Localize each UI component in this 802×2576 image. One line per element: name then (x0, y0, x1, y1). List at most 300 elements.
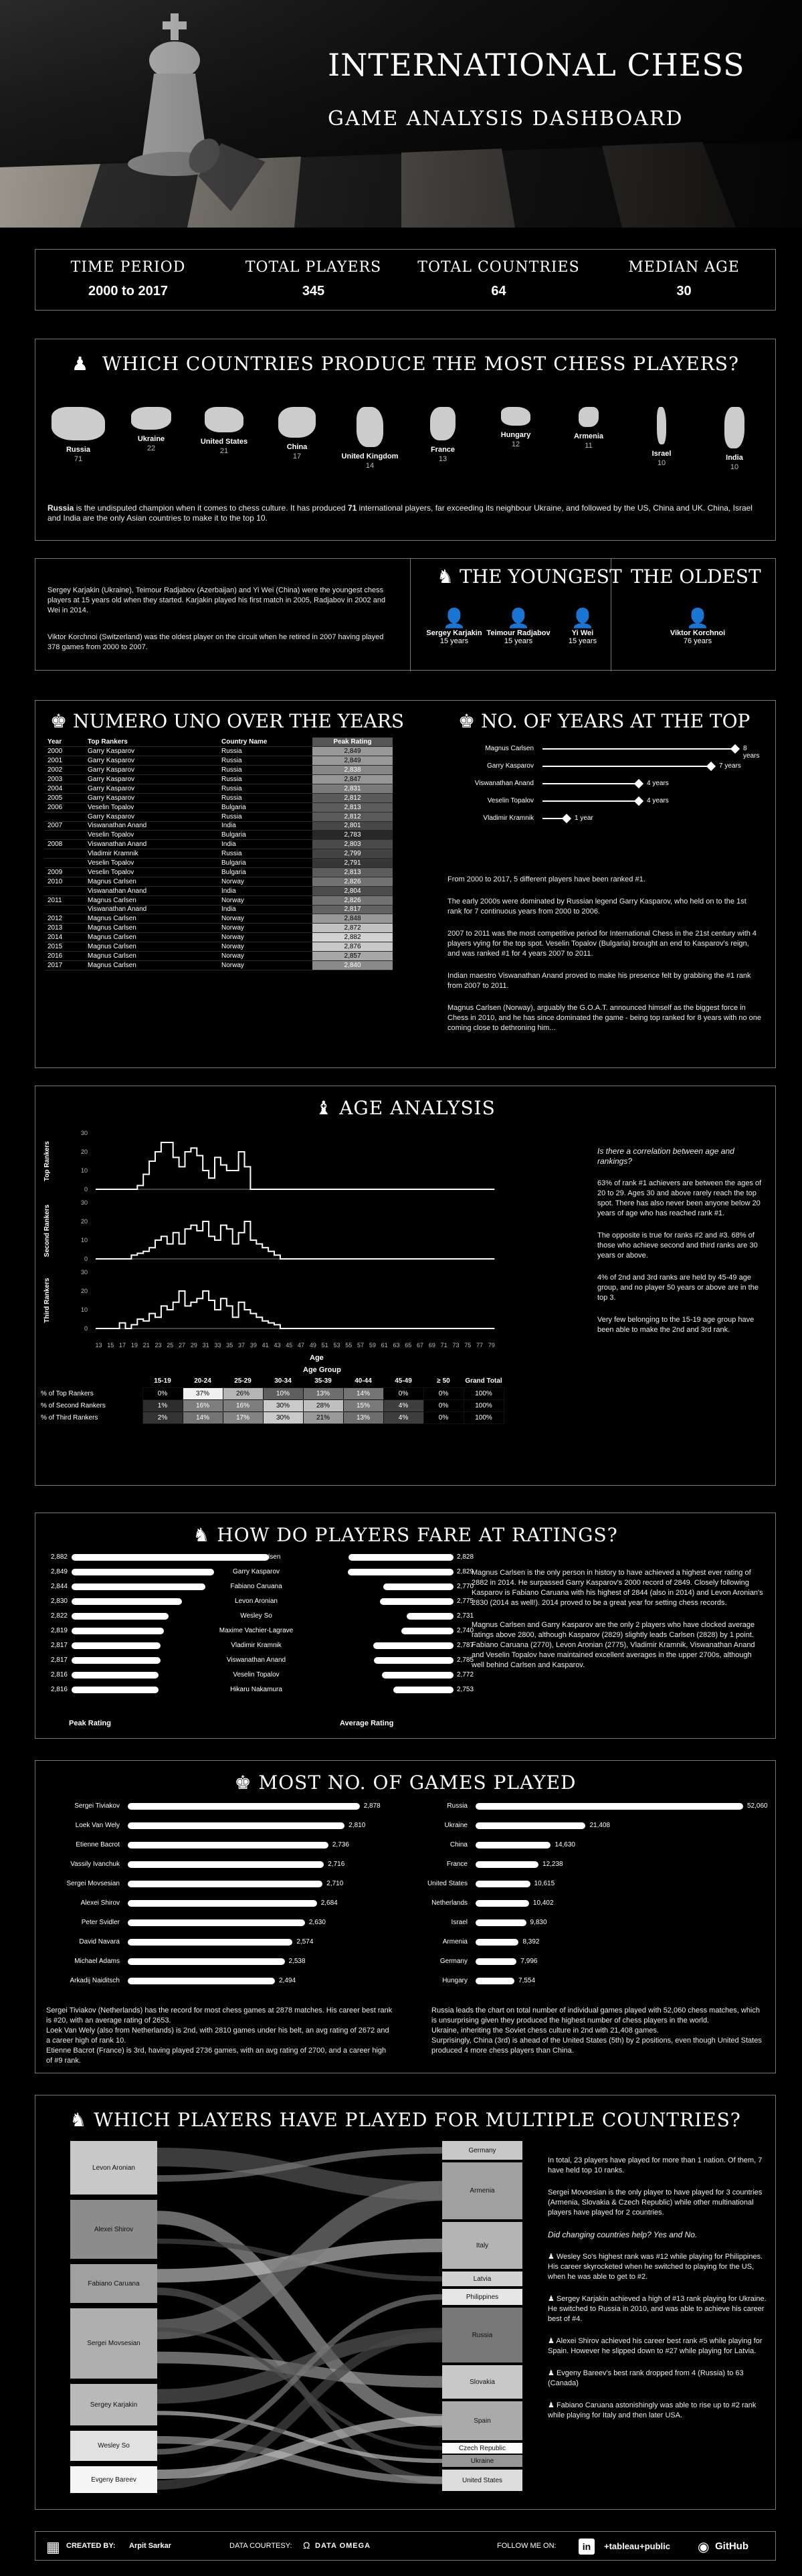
y-tick-label: 30 (80, 1269, 88, 1276)
age-series-line (96, 1221, 494, 1259)
table-cell: 4% (383, 1411, 423, 1424)
games-value: 7,554 (518, 1977, 536, 1984)
peak-bar (72, 1672, 159, 1679)
table-row (45, 747, 393, 756)
games-value: 2,736 (332, 1841, 349, 1849)
player-age: 15 years (568, 637, 597, 645)
sankey-country-node[interactable]: Germany (442, 2141, 522, 2160)
games-label: Etienne Bacrot (76, 1841, 120, 1849)
table-cell: Garry Kasparov (85, 812, 219, 821)
table-cell: Norway (219, 951, 312, 960)
age-para: The opposite is true for ranks #2 and #3. 68% of those who achieve second and third ranks are 30 years or above. (597, 1231, 758, 1260)
sankey-country-node[interactable]: Philippines (442, 2289, 522, 2305)
x-tick-label: 57 (357, 1342, 365, 1349)
sankey-player-node[interactable]: Sergey Karjakin (70, 2384, 157, 2425)
country-map-icon (724, 407, 744, 448)
ratings-para: Magnus Carlsen and Garry Kasparov are the only 2 players who have clocked average ratings above 2800, although Kasparov (2829) slightly leads Carlsen (2828) by 1 point. (472, 1621, 755, 1639)
table-cell: 0% (423, 1387, 464, 1399)
sankey-player-node[interactable]: Alexei Shirov (70, 2200, 157, 2259)
games-label: Armenia (442, 1938, 468, 1946)
table-cell: Viswanathan Anand (85, 886, 219, 895)
table-cell: Magnus Carlsen (85, 942, 219, 952)
country-count: 17 (292, 452, 302, 460)
games-label: Israel (451, 1919, 468, 1926)
y-tick-label: 0 (84, 1325, 88, 1332)
avg-bar (373, 1642, 454, 1649)
x-tick-label: 51 (321, 1342, 328, 1349)
country-item[interactable] (408, 403, 478, 483)
oldest-player-name: Viktor Korchnoi (670, 629, 726, 637)
games-bar (128, 1939, 292, 1946)
table-cell: Viswanathan Anand (85, 840, 219, 849)
games-value: 14,630 (555, 1841, 575, 1849)
peak-value: 2,844 (50, 1583, 68, 1590)
table-cell: 0% (423, 1411, 464, 1424)
avg-bar (348, 1554, 454, 1561)
games-label: Alexei Shirov (80, 1899, 120, 1907)
table-cell: Russia (219, 812, 312, 821)
country-map-icon (579, 407, 599, 427)
y-tick-label: 10 (80, 1306, 88, 1313)
table-cell: 2,838 (312, 766, 393, 775)
table-cell: 26% (223, 1387, 263, 1399)
age-series-line (96, 1142, 494, 1189)
sankey-country-node[interactable]: United States (442, 2470, 522, 2491)
age-title-text: AGE ANALYSIS (339, 1097, 496, 1119)
table-cell: Russia (219, 775, 312, 784)
note-part: 71 (347, 503, 357, 513)
player-name: Viswanathan Anand (226, 1656, 286, 1664)
games-value: 2,684 (320, 1899, 338, 1907)
knight-icon: ♞ (437, 566, 454, 588)
sankey-country-node[interactable]: Spain (442, 2401, 522, 2440)
games-label: Germany (439, 1958, 468, 1965)
country-item[interactable] (481, 403, 550, 483)
years-value: 7 years (719, 762, 741, 770)
x-tick-label: 63 (393, 1342, 400, 1349)
table-cell: 2003 (45, 775, 85, 784)
table-cell: 2,801 (312, 821, 393, 831)
column-header: Grand Total (465, 1377, 502, 1385)
sankey-player-node[interactable]: Fabiano Caruana (70, 2264, 157, 2303)
table-row (45, 867, 393, 877)
multi-country-panel (35, 2095, 776, 2510)
peak-value: 2,817 (50, 1642, 68, 1649)
ratings-text (472, 1568, 766, 1670)
country-map-icon (278, 407, 316, 438)
table-cell: 2014 (45, 933, 85, 942)
table-cell: 2,799 (312, 849, 393, 859)
years-player-name: Garry Kasparov (486, 762, 534, 770)
avg-bar (393, 1687, 454, 1693)
table-cell: 2% (142, 1411, 183, 1424)
column-header: 25-29 (234, 1377, 252, 1385)
follow-label: FOLLOW ME ON: (497, 2542, 557, 2550)
peak-rating-label: Peak Rating (69, 1719, 111, 1727)
kpi-label: TOTAL COUNTRIES (417, 259, 580, 276)
years-value: 8 years (743, 745, 760, 760)
table-cell (45, 812, 85, 821)
x-tick-label: 23 (155, 1342, 162, 1349)
table-cell: Veselin Topalov (85, 867, 219, 877)
table-cell: 2,840 (312, 960, 393, 970)
peak-value: 2,849 (50, 1568, 68, 1575)
years-top-title (458, 710, 750, 732)
x-tick-label: 39 (249, 1342, 257, 1349)
knight-icon: ♞ (70, 2109, 88, 2131)
games-value: 10,615 (534, 1880, 555, 1887)
player-name: Fabiano Caruana (230, 1583, 282, 1590)
x-tick-label: 47 (298, 1342, 305, 1349)
table-cell: Russia (219, 793, 312, 802)
games-bar (128, 1958, 285, 1965)
years-marker (634, 796, 643, 806)
table-cell: 2,876 (312, 942, 393, 952)
country-item[interactable] (700, 403, 769, 483)
y-tick-label: 20 (80, 1148, 88, 1155)
table-cell: 30% (263, 1411, 303, 1424)
games-countries-text (431, 2006, 766, 2056)
x-tick-label: 31 (202, 1342, 209, 1349)
github-link[interactable]: GitHub (715, 2541, 748, 2552)
rankers-table (45, 738, 393, 970)
sankey-country-node[interactable]: Slovakia (442, 2365, 522, 2399)
table-cell: 2,813 (312, 867, 393, 877)
table-cell: 2017 (45, 960, 85, 970)
sankey-country-node[interactable]: Russia (442, 2308, 522, 2363)
country-count: 10 (730, 463, 739, 471)
table-cell: Russia (219, 756, 312, 766)
sankey-country-node[interactable]: Italy (442, 2222, 522, 2269)
multi-bullet (548, 2401, 769, 2421)
country-count: 11 (585, 442, 593, 450)
table-cell: 0% (423, 1399, 464, 1411)
games-players-text (46, 2006, 394, 2066)
games-para: Ukraine, inheriting the Soviet chess culture in 2nd with 21,408 games. (431, 2027, 659, 2035)
table-cell: Magnus Carlsen (85, 933, 219, 942)
age-para: Very few belonging to the 15-19 age group have been able to make the 2nd and 3rd rank. (597, 1316, 755, 1334)
player-name: Wesley So (240, 1612, 272, 1620)
games-bar (476, 1881, 530, 1887)
games-title-text: MOST NO. OF GAMES PLAYED (258, 1772, 577, 1794)
age-group-table (35, 1375, 504, 1424)
years-para: Magnus Carlsen (Norway), arguably the G.O.A.T. announced himself as the biggest force in Chess in 2010, and he has since dominated the game - being top ranked for 8 years with no one coming close to dethroning him... (447, 1004, 762, 1032)
countries-title (35, 353, 775, 375)
table-cell: 14% (343, 1387, 383, 1399)
x-tick-label: 75 (464, 1342, 472, 1349)
sankey-player-node[interactable]: Wesley So (70, 2431, 157, 2461)
games-para: Russia leads the chart on total number of individual games played with 52,060 chess matches, which is unsurprising given they produced the highest number of chess players in the world. (431, 2006, 760, 2025)
years-line (542, 783, 639, 784)
table-cell: 17% (223, 1411, 263, 1424)
player-name: Yi Wei (571, 629, 594, 637)
country-item[interactable] (43, 403, 113, 483)
table-row (45, 942, 393, 952)
country-item[interactable] (335, 403, 405, 483)
multi-bullet (548, 2369, 769, 2389)
country-map-icon (657, 407, 666, 444)
games-value: 8,392 (522, 1938, 540, 1946)
table-cell: 2,872 (312, 924, 393, 933)
games-value: 2,630 (308, 1919, 326, 1926)
x-tick-label: 25 (167, 1342, 174, 1349)
games-bar (476, 1900, 529, 1907)
table-cell: % of Second Rankers (41, 1401, 106, 1409)
table-cell: Garry Kasparov (85, 766, 219, 775)
x-tick-label: 29 (190, 1342, 197, 1349)
multi-bullet (548, 2336, 769, 2356)
column-header: 30-34 (274, 1377, 292, 1385)
games-value: 2,538 (288, 1958, 306, 1965)
country-map-icon (52, 407, 105, 440)
table-cell: Magnus Carlsen (85, 877, 219, 886)
years-para: 2007 to 2011 was the most competitive period for International Chess in the 21st century with 4 players vying for the top spot. Veselin Topalov (Bulgaria) brought an end to Kasparov's reign, and was ranked #1 for 4 years 2007 to 2011. (447, 930, 757, 958)
sankey-country-node[interactable]: Czech Republic (442, 2443, 522, 2454)
column-header: 15-19 (154, 1377, 171, 1385)
table-row (45, 960, 393, 970)
person-icon: 👤 (506, 608, 530, 628)
multi-para: In total, 23 players have played for more than 1 nation. Of them, 7 have held top 10 ranks. (548, 2156, 763, 2174)
kpi-label: TIME PERIOD (70, 259, 186, 276)
bullet-text: Alexei Shirov achieved his career best rank #5 while playing for Spain. However he slipped down to #27 while playing for Latvia. (548, 2337, 763, 2355)
column-header: Top Rankers (85, 738, 219, 747)
country-count: 10 (657, 459, 666, 467)
games-label: Russia (447, 1802, 468, 1810)
table-row (45, 933, 393, 942)
x-tick-label: 37 (238, 1342, 245, 1349)
youngest-text: Sergey Karjakin (Ukraine), Teimour Radjabov (Azerbaijan) and Yi Wei (China) were the youngest chess players at 15 years old when they started. Karjakin played his first match in 2005, Radjabov in 2002 and Wei in 2014. (47, 586, 386, 614)
person-icon: 👤 (686, 608, 710, 628)
avg-value: 2,770 (457, 1583, 474, 1590)
games-value: 2,810 (348, 1822, 366, 1829)
table-row (45, 877, 393, 886)
king-icon: ♚ (458, 710, 476, 732)
x-tick-label: 79 (488, 1342, 495, 1349)
table-cell: Bulgaria (219, 867, 312, 877)
age-group-title: Age Group (303, 1366, 341, 1374)
games-bar (476, 1822, 585, 1829)
table-cell: Vladimir Kramnik (85, 849, 219, 859)
age-row-label: Top Rankers (43, 1141, 51, 1181)
column-header: Peak Rating (312, 738, 393, 747)
table-row (45, 793, 393, 802)
table-cell: 100% (464, 1399, 504, 1411)
games-value: 2,716 (328, 1861, 345, 1868)
sankey-player-node[interactable]: Levon Aronian (70, 2141, 157, 2195)
github-icon[interactable]: ◉ (698, 2540, 710, 2555)
numero-title-text: NUMERO UNO OVER THE YEARS (73, 710, 405, 732)
games-bar (128, 1803, 360, 1810)
kpi-value: 30 (676, 284, 692, 298)
games-bar (476, 1803, 743, 1810)
x-tick-label: 61 (381, 1342, 388, 1349)
years-player-name: Magnus Carlsen (485, 745, 534, 752)
years-marker (562, 814, 571, 823)
table-cell: 2007 (45, 821, 85, 831)
youngest-title-text: THE YOUNGEST (460, 566, 622, 588)
table-cell: 2009 (45, 867, 85, 877)
table-cell: 2000 (45, 747, 85, 756)
country-name: Israel (651, 450, 672, 458)
multi-para: Sergei Movsesian is the only player to have played for 3 countries (Armenia, Slovakia & Czech Republic) while other multinational players have played for 2 countries. (548, 2188, 763, 2217)
table-cell: 15% (343, 1399, 383, 1411)
x-tick-label: 73 (452, 1342, 460, 1349)
country-count: 14 (365, 462, 375, 470)
table-row (45, 924, 393, 933)
table-cell: 2002 (45, 766, 85, 775)
table-header (45, 738, 393, 747)
table-cell: Norway (219, 942, 312, 952)
tableau-public-link[interactable]: +tableau+public (604, 2541, 670, 2551)
games-value: 21,408 (589, 1822, 611, 1829)
table-cell: Veselin Topalov (85, 859, 219, 868)
sankey-country-node[interactable]: Armenia (442, 2162, 522, 2219)
country-count: 12 (511, 440, 520, 448)
table-cell (35, 1375, 142, 1387)
table-cell: 2006 (45, 802, 85, 812)
games-label: Netherlands (431, 1899, 468, 1907)
multi-title (35, 2109, 775, 2131)
table-cell: Garry Kasparov (85, 747, 219, 756)
games-value: 12,238 (542, 1861, 563, 1868)
column-header: 35-39 (314, 1377, 332, 1385)
data-source-link[interactable]: DATA OMEGA (315, 2542, 371, 2550)
games-bar (128, 1919, 305, 1926)
bishop-icon: ♝ (315, 1097, 333, 1119)
column-header: 20-24 (194, 1377, 211, 1385)
table-cell: 2,812 (312, 812, 393, 821)
table-cell (45, 859, 85, 868)
author-link[interactable]: Arpit Sarkar (129, 2542, 171, 2550)
table-cell: Magnus Carlsen (85, 914, 219, 924)
sankey-country-node[interactable]: Ukraine (442, 2455, 522, 2467)
games-label: United States (427, 1880, 468, 1887)
table-row (45, 775, 393, 784)
avg-value: 2,740 (457, 1627, 474, 1634)
country-item[interactable] (116, 403, 186, 483)
table-cell: India (219, 840, 312, 849)
sankey-player-node[interactable]: Evgeny Bareev (70, 2466, 157, 2493)
country-item[interactable] (189, 403, 259, 483)
numero-title (50, 710, 404, 732)
y-tick-label: 20 (80, 1218, 88, 1225)
x-tick-label: 13 (95, 1342, 102, 1349)
games-bar (128, 1900, 317, 1907)
games-countries-chart (410, 1802, 771, 2003)
table-row (45, 849, 393, 859)
note-part: is the undisputed champion when it comes to chess culture. It has produced (74, 503, 348, 513)
table-cell: 1% (142, 1399, 183, 1411)
peak-bar (72, 1598, 182, 1605)
table-row (45, 840, 393, 849)
countries-note (47, 503, 763, 523)
table-cell: 14% (183, 1411, 223, 1424)
country-map-icon (430, 407, 456, 440)
ratings-panel (35, 1513, 776, 1739)
table-cell: 2,813 (312, 802, 393, 812)
x-tick-label: 65 (405, 1342, 412, 1349)
avg-bar (407, 1613, 454, 1620)
peak-bar (72, 1569, 214, 1575)
games-para: Loek Van Wely (also from Netherlands) is 2nd, with 2810 games under his belt, an avg rating of 2672 and a career high of rank 10. (46, 2027, 389, 2045)
table-cell: 2,812 (312, 793, 393, 802)
table-cell: Norway (219, 924, 312, 933)
x-tick-label: 17 (119, 1342, 126, 1349)
x-tick-label: 69 (428, 1342, 435, 1349)
dashboard-subtitle: GAME ANALYSIS DASHBOARD (328, 107, 684, 131)
player-name: Magnus Carlsen (231, 1553, 281, 1561)
data-courtesy-label: DATA COURTESY: (229, 2542, 292, 2550)
age-panel (35, 1086, 776, 1486)
column-header: ≥ 50 (437, 1377, 450, 1385)
games-bar (476, 1958, 516, 1965)
linkedin-icon[interactable]: in (579, 2539, 595, 2555)
divider (410, 559, 411, 671)
years-line (542, 766, 711, 767)
multi-question: Did changing countries help? Yes and No. (548, 2230, 698, 2239)
table-cell: 0% (383, 1387, 423, 1399)
oldest-title: THE OLDEST (631, 566, 761, 588)
avg-value: 2,753 (457, 1686, 474, 1693)
country-item[interactable] (262, 403, 332, 483)
years-para: Indian maestro Viswanathan Anand proved to make his presence felt by grabbing the #1 rank from 2007 to 2011. (447, 972, 751, 990)
x-tick-label: 53 (333, 1342, 340, 1349)
kpi-value: 345 (302, 284, 325, 298)
table-cell: 2,826 (312, 877, 393, 886)
games-label: Hungary (442, 1977, 468, 1984)
column-header: Year (45, 738, 85, 747)
country-item[interactable] (627, 403, 696, 483)
games-value: 7,996 (520, 1958, 538, 1965)
avg-bar (401, 1628, 454, 1634)
table-cell: 21% (303, 1411, 343, 1424)
table-cell: Russia (219, 747, 312, 756)
sankey-country-node[interactable]: Latvia (442, 2271, 522, 2286)
games-bar (128, 1822, 344, 1829)
peak-bar (72, 1583, 205, 1590)
age-row-label: Second Rankers (43, 1204, 51, 1258)
pawn-icon: ♟ (548, 2369, 555, 2377)
games-bar (476, 1939, 518, 1946)
table-cell: 2,817 (312, 905, 393, 914)
chessboard-icon: ▦ (46, 2539, 60, 2555)
table-cell: 10% (263, 1387, 303, 1399)
table-row (45, 951, 393, 960)
games-label: Arkadij Naiditsch (70, 1977, 120, 1984)
king-icon: ♚ (234, 1772, 252, 1794)
games-players-chart (35, 1802, 397, 2003)
peak-bar (72, 1628, 164, 1634)
games-value: 52,060 (747, 1802, 768, 1810)
table-cell: Veselin Topalov (85, 802, 219, 812)
years-top-chart (450, 741, 765, 875)
table-cell: Bulgaria (219, 831, 312, 840)
sankey-player-node[interactable]: Sergei Movsesian (70, 2308, 157, 2379)
games-label: Vassily Ivanchuk (70, 1861, 120, 1868)
games-bar (476, 1842, 550, 1849)
years-marker (730, 744, 740, 754)
table-cell: Garry Kasparov (85, 793, 219, 802)
country-count: 21 (219, 447, 229, 455)
years-marker (634, 779, 643, 788)
country-item[interactable] (554, 403, 623, 483)
table-cell: 2013 (45, 924, 85, 933)
avg-bar (380, 1598, 454, 1605)
table-row (45, 914, 393, 924)
pawn-icon: ♟ (548, 2401, 555, 2409)
table-cell: Magnus Carlsen (85, 895, 219, 905)
table-cell: 4% (383, 1399, 423, 1411)
